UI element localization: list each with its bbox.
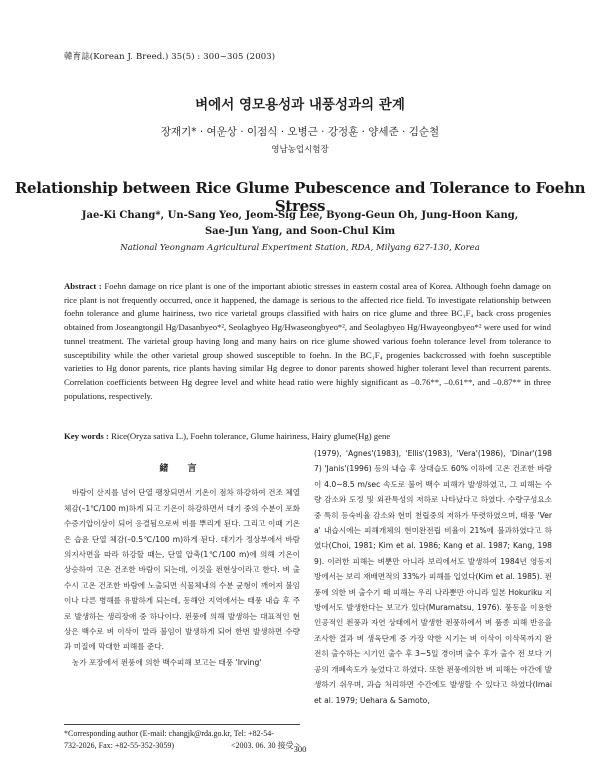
journal-reference: 韓育誌(Korean J. Breed.) 35(5) : 300~305 (2003): [64, 52, 276, 62]
body-paragraph: 농가 포장에서 푄풍에 의한 백수피해 보고는 태풍 'Irving': [72, 657, 262, 667]
abstract-label: Abstract :: [64, 281, 102, 291]
korean-authors: 장재기* · 여운상 · 이점식 · 오병근 · 강정훈 · 양세준 · 김순철: [160, 126, 440, 138]
english-title: Relationship between Rice Glume Pubescence and Tolerance to Foehn Stress: [14, 179, 586, 215]
section-heading: 緒 言: [159, 464, 205, 474]
keywords-text: Rice(Oryza sativa L.), Foehn tolerance, Glume hairiness, Hairy glume(Hg) gene: [111, 431, 391, 441]
footnote-line1: *Corresponding author (E-mail: changjk@rda.go.kr, Tel: +82-54-: [64, 729, 274, 738]
english-authors-line1: Jae-Ki Chang*, Un-Sang Yeo, Jeom-Sig Lee, Byong-Geun Oh, Jung-Hoon Kang,: [81, 210, 519, 221]
korean-affiliation: 영남농업시험장: [271, 145, 329, 155]
english-authors-line2: Sae-Jun Yang, and Soon-Chul Kim: [204, 226, 396, 237]
body-column-right: [314, 446, 552, 708]
english-affiliation: National Yeongnam Agricultural Experiment Station, RDA, Milyang 627-130, Korea: [120, 243, 480, 253]
keywords-label: Key words :: [64, 431, 109, 441]
korean-title: 벼에서 영모용성과 내풍성과의 관계: [195, 97, 405, 113]
footnote-line2: 732-2026, Fax: +82-55-352-3059): [64, 740, 175, 750]
english-authors: [60, 208, 540, 240]
body-paragraph: 바람이 산지를 넘어 단열 팽창되면서 기온이 점차 하강하여 건조 체열 체감(–1℃/100 m)하게 되고 기온이 하강하면서 대기 중의 수분이 포화수증기압이상이 되어 응결됨으로써 비를 뿌리게 된다. 그리고 이때 기온은 습윤 단열 체감(–0.5℃/100 m)하게 된다. 대기가 정상부에서 바람의지사면을 따라 하강할 때는, 단열 압축(1℃/100 m)에 의해 기온이 상승하여 고온 건조한 바람이 되는데, 이것을 푄현상이라고 한다. 벼 출수시 고온 건조한 바람에 노출되면 식물체내의 수분 균형이 깨어져 불임이나 다른 병해를 유발하게 되는데, 동해안 지역에서는 태풍 내습 후 주로 발생하는 생리장애 중 하나이다. 푄풍에 의해 발생하는 대표적인 현상은 백수로 벼 이삭이 말라 불임이 발생하게 되어 한번 발생하면 수량과 미질에 막대한 피해를 준다.: [64, 488, 300, 652]
received-date: <2003. 06. 30 接受 >: [230, 740, 300, 750]
body-paragraph: (1979), 'Agnes'(1983), 'Ellis'(1983), 'Vera'(1986), 'Dinar'(1987) 'Janis'(1996) 등의 내습 후 상대습도 60% 이하에 고온 건조한 바람이 4.0~8.5 m/sec 속도로 불어 백수 피해가 발생하였고, 그 피해는 수량 감소와 도정 및 외관특성의 저하로 나타났다고 하였다. 수량구성요소 중 특히 등숙비율 감소와 현미 천립중의 저하가 뚜렷하였으며, 태풍 'Vera' 내습시에는 피해개체의 현미완전립 비율이 21%에 불과하였다고 하였다(Choi, 1981; Kim et al. 1986; Kang et al. 1987; Kang, 1989). 이러한 피해는 벼뿐만 아니라 보리에서도 발생하여 1984년 영동지방에서는 보리 재배면적의 33%가 피해를 입었다(Kim et al. 1985). 푄풍에 의한 벼 출수기 때 피해는 우리 나라뿐만 아니라 일본 Hokuriku 지방에서도 발생한다는 보고가 있다(Muramatsu, 1976). 풍동을 이용한 인공적인 푄풍과 자연 상태에서 발생한 푄풍하에서 벼 품종 피해 반응을 조사한 결과 벼 생육단계 중 가장 약한 시기는 벼 이삭이 이삭목까지 완전히 출수하는 시기인 출수 후 3~5일 경이며 출수 후가 출수 전 보다 기공의 개폐속도가 늦었다고 하였다. 또한 푄풍에의한 벼 피해는 야간에 발생하기 쉬우며, 과습 처리하면 수간에도 발생할 수 있다고 하였다(Imai et al. 1979; Uehara & Samoto,: [314, 449, 552, 705]
keywords: [64, 431, 551, 441]
body-column-left: [64, 462, 300, 670]
abstract: [64, 280, 551, 403]
page-number: 300: [293, 744, 307, 754]
abstract-text: Foehn damage on rice plant is one of the important abiotic stresses in eastern costal area of Korea. Although foehn damage on rice plant is not frequently occurred, once it happened, the damage is serious to the affected rice field. To investigate relationship between foehn tolerance and glume hairiness, two rice varietal groups classified with hairs on rice glume and three BC₁F₄ back cross progenies obtained from Joseangtongil Hg/Dasanbyeo*², Seolagbyeo Hg/Hwaseongbyeo*², and Seolagbyeo Hg/Hwayeongbyeo*² were used for wind tunnel treatment. The varietal group having long and many hairs on rice glume showed various foehn tolerance level from tolerance to susceptibility while the other varietal group showed susceptible to foehn. In the BC₁F₄ progenies backcrossed with foehn susceptible varieties to Hg donor parents, rice plants having similar Hg degree to donor parents showed higher tolerant level than recurrent parents. Correlation coefficients between Hg degree level and white head ratio were highly significant as –0.76**, –0.61**, and –0.87** in three populations, respectively.: [64, 281, 551, 401]
